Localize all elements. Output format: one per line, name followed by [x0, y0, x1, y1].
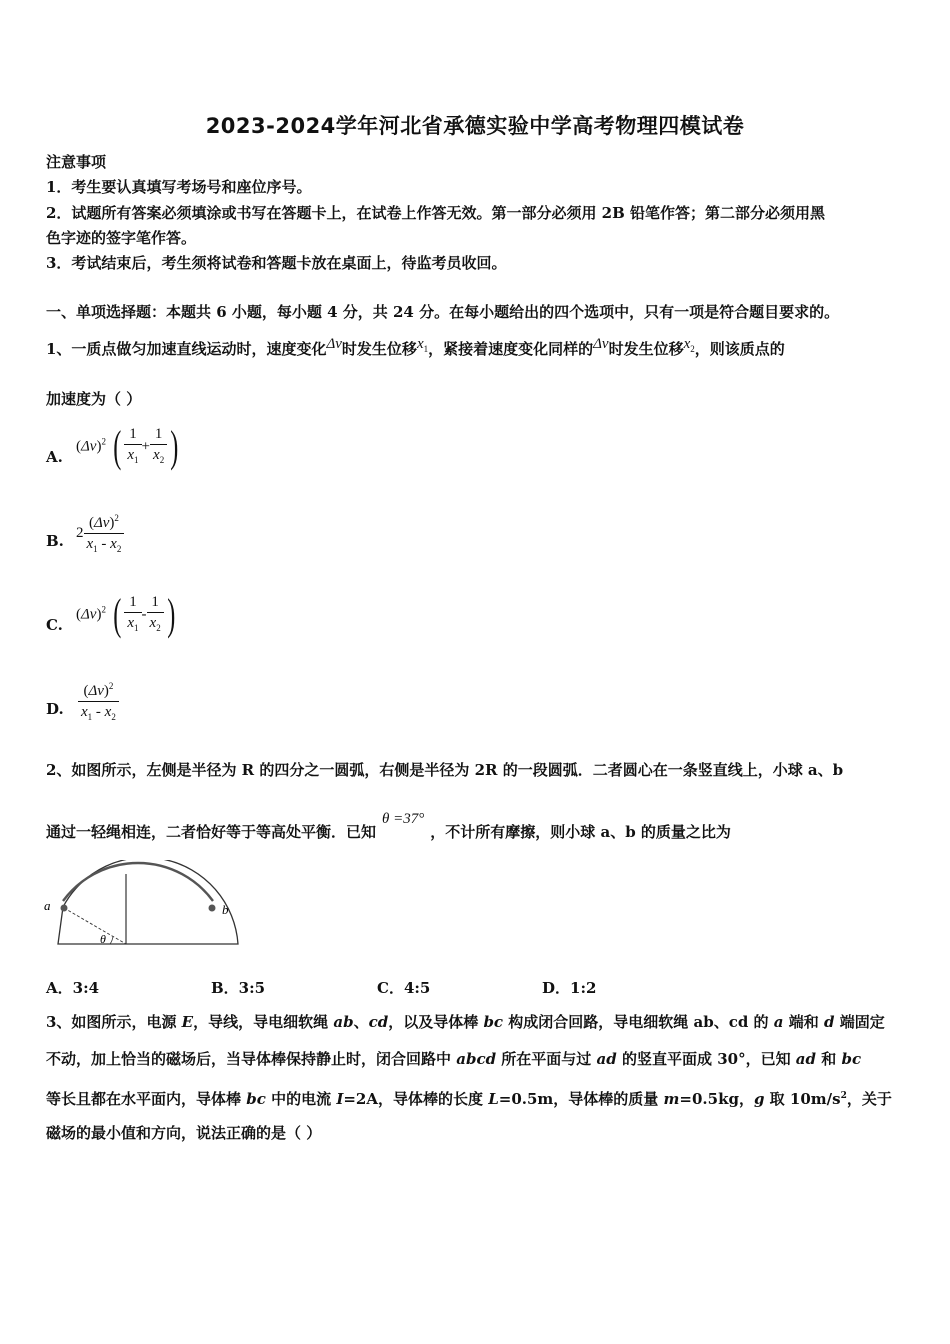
- q2-radius-dashed: [64, 908, 126, 944]
- q1-text-4: 时发生位移: [608, 340, 684, 358]
- q3-stem-line2: 不动，加上恰当的磁场后，当导体棒保持静止时，闭合回路中 abcd 所在平面与过 ad 的竖直平面成 30°，已知 ad 和 bc: [46, 1050, 862, 1068]
- q1-text-1: 1、一质点做匀加速直线运动时，速度变化: [46, 340, 327, 358]
- q2-angle-arc: [110, 936, 113, 944]
- q1-option-b-label: B.: [46, 532, 64, 550]
- q2-choice-d: D．1:2: [542, 979, 597, 997]
- notice-item-2-cont: 色字迹的签字笔作答。: [46, 229, 197, 247]
- q2-theta-value: θ =37°: [382, 811, 425, 827]
- q2-ball-a: [61, 905, 68, 912]
- q1-option-a-label: A.: [46, 448, 63, 466]
- q1-option-c-formula: $(\Delta v)^2$ ( $\frac{1}{x_1}$ - $\frac{1}{x_2}$ ): [76, 590, 176, 639]
- q1-option-a-formula: $(\Delta v)^2$ ( $\frac{1}{x_1}$ + $\frac{1}{x_2}$ ): [76, 422, 179, 471]
- q1-stem-cont: 加速度为（ ）: [46, 390, 142, 408]
- q1-option-c-label: C.: [46, 616, 63, 634]
- notice-heading: 注意事项: [46, 153, 107, 171]
- q1-stem: [46, 336, 785, 365]
- q2-ball-b: [209, 905, 216, 912]
- q1-text-2: 时发生位移: [341, 340, 417, 358]
- page-title: 2023-2024学年河北省承德实验中学高考物理四模试卷: [205, 114, 745, 138]
- q1-x1: $x_1$: [416, 336, 429, 354]
- q1-option-d-label: D.: [46, 700, 64, 718]
- notice-item-3: 3．考试结束后，考生须将试卷和答题卡放在桌面上，待监考员收回。: [46, 254, 507, 272]
- q2-arc-outline: [58, 860, 238, 944]
- q3-stem-line3: 等长且都在水平面内，导体棒 bc 中的电流 I=2A，导体棒的长度 L=0.5m，导体棒的质量 m=0.5kg，g 取 $10m/s^2$，关于: [46, 1090, 892, 1108]
- q1-option-b-formula: 2 $\frac{(\Delta v)^2}{x_1 - x_2}$: [76, 508, 124, 559]
- section-heading: 一、单项选择题：本题共 6 小题，每小题 4 分，共 24 分。在每小题给出的四个选项中，只有一项是符合题目要求的。: [46, 303, 840, 321]
- q1-x2: $x_2$: [683, 336, 695, 354]
- q1-text-5: ，则该质点的: [694, 340, 785, 358]
- q3-stem-line1: 3、如图所示，电源 E，导线，导电细软绳 ab、cd，以及导体棒 bc 构成闭合回路，导电细软绳 ab、cd 的 a 端和 d 端固定: [46, 1013, 885, 1031]
- q3-stem-line4: 磁场的最小值和方向，说法正确的是（ ）: [46, 1124, 322, 1142]
- q2-choice-b: B．3:5: [211, 979, 266, 997]
- q1-dv-2: Δv: [593, 336, 609, 352]
- q2-stem-line2: 通过一轻绳相连，二者恰好等于等高处平衡．已知θ =37°，不计所有摩擦，则小球 a、b 的质量之比为: [46, 811, 731, 841]
- q2-label-b: b: [222, 902, 229, 917]
- q1-dv-1: Δv: [326, 336, 342, 352]
- q2-label-theta: θ: [100, 932, 106, 946]
- notice-item-1: 1．考生要认真填写考场号和座位序号。: [46, 178, 312, 196]
- q2-choice-a: A．3:4: [46, 979, 100, 997]
- q1-option-d-formula: $\frac{(\Delta v)^2}{x_1 - x_2}$: [78, 676, 119, 727]
- q1-text-3: ，紧接着速度变化同样的: [428, 340, 594, 358]
- q2-label-a: a: [44, 898, 51, 913]
- notice-item-2: 2．试题所有答案必须填涂或书写在答题卡上，在试卷上作答无效。第一部分必须用 2B 铅笔作答；第二部分必须用黑: [46, 204, 826, 222]
- q2-stem-line1: 2、如图所示，左侧是半径为 R 的四分之一圆弧，右侧是半径为 2R 的一段圆弧．二者圆心在一条竖直线上，小球 a、b: [46, 761, 844, 779]
- q2-figure: [40, 860, 245, 950]
- q2-choice-c: C．4:5: [377, 979, 431, 997]
